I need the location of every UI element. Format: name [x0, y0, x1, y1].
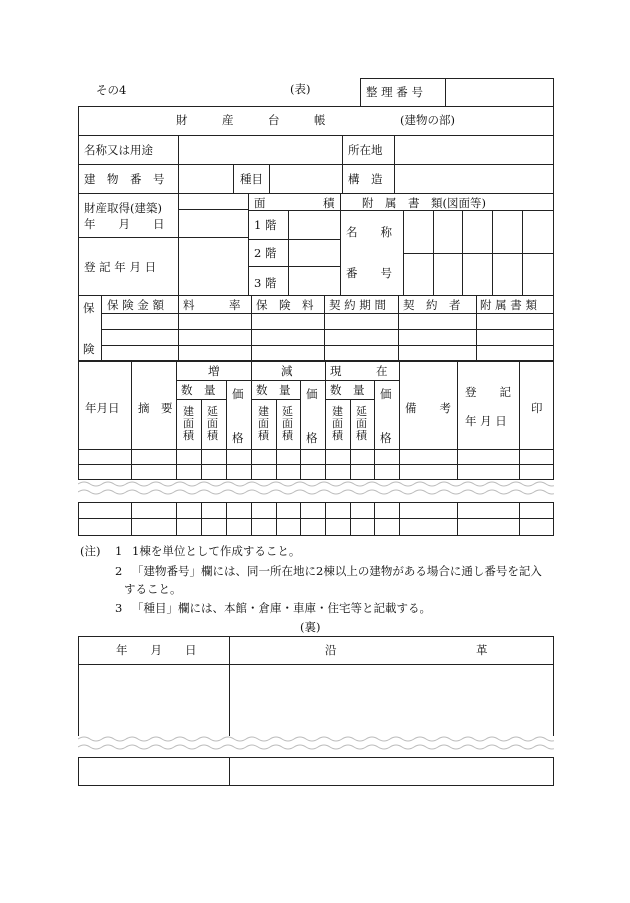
remarks-header: 備 考 — [405, 401, 451, 415]
table-rule — [201, 399, 202, 480]
structure-label: 構 造 — [348, 172, 383, 186]
table-rule — [78, 757, 554, 758]
table-rule — [457, 362, 458, 480]
decrease-header: 減 — [281, 364, 293, 378]
decrease-price-header-bottom: 格 — [306, 431, 318, 445]
table-rule — [131, 502, 132, 536]
table-rule — [251, 399, 300, 400]
table-rule — [226, 502, 227, 536]
registration-header-top: 登 記 — [465, 385, 511, 399]
decrease-price-header-top: 価 — [306, 387, 318, 401]
contract-period-header: 契 約 期 間 — [329, 298, 386, 312]
front-side-label: (表) — [290, 82, 311, 96]
table-rule — [300, 502, 301, 536]
decrease-building-area-header: 建面積 — [258, 405, 269, 442]
table-rule — [78, 664, 554, 665]
table-rule — [176, 380, 399, 381]
table-rule — [101, 295, 102, 361]
current-building-area-header: 建面積 — [332, 405, 343, 442]
floor-1-label: 1 階 — [254, 218, 277, 232]
note-2-text-line2: すること。 — [124, 582, 182, 596]
table-rule — [251, 502, 252, 536]
decrease-floor-area-header: 延面積 — [282, 405, 293, 442]
table-rule — [78, 164, 554, 165]
history-header-left: 沿 — [325, 643, 337, 657]
table-rule — [269, 164, 270, 194]
table-rule — [178, 209, 248, 210]
table-rule — [462, 210, 463, 296]
current-qty-header: 数 量 — [330, 383, 365, 397]
table-rule — [276, 502, 277, 536]
increase-header: 増 — [208, 364, 220, 378]
table-rule — [131, 362, 132, 480]
table-rule — [476, 295, 477, 361]
table-rule — [288, 210, 289, 296]
table-rule — [251, 295, 252, 361]
table-rule — [248, 239, 340, 240]
seiri-bango-label: 整 理 番 号 — [366, 85, 423, 99]
increase-price-header-top: 価 — [232, 387, 244, 401]
note-1-text: 1棟を単位として作成すること。 — [132, 544, 301, 558]
table-rule — [457, 502, 458, 536]
insurance-amount-header: 保 険 金 額 — [107, 298, 164, 312]
table-rule — [78, 636, 79, 736]
table-rule — [248, 210, 340, 211]
building-number-label: 建 物 番 号 — [84, 172, 165, 186]
current-header: 現 在 — [330, 364, 388, 378]
table-rule — [178, 295, 179, 361]
table-rule — [553, 757, 554, 786]
table-rule — [78, 757, 79, 786]
table-rule — [229, 636, 230, 736]
insurance-attachments-header: 附 属 書 類 — [480, 298, 537, 312]
table-rule — [229, 757, 230, 786]
table-rule — [360, 78, 554, 79]
table-rule — [78, 464, 554, 465]
table-rule — [445, 78, 446, 107]
table-rule — [300, 380, 301, 480]
table-rule — [399, 362, 400, 480]
table-rule — [78, 449, 554, 450]
decrease-qty-header: 数 量 — [256, 383, 291, 397]
table-rule — [233, 164, 234, 194]
name-use-label: 名称又は用途 — [84, 143, 153, 157]
back-table-break-wave — [78, 733, 554, 757]
history-date-header: 年 月 日 — [116, 643, 197, 657]
contractor-header: 契 約 者 — [403, 298, 461, 312]
increase-floor-area-header: 延面積 — [207, 405, 218, 442]
table-rule — [101, 345, 554, 346]
table-rule — [78, 106, 554, 107]
insurance-side-bottom: 険 — [83, 342, 95, 356]
increase-qty-header: 数 量 — [181, 383, 216, 397]
note-3-number: 3 — [115, 601, 123, 615]
table-rule — [78, 295, 554, 296]
table-rule — [403, 253, 554, 254]
history-header-right: 革 — [476, 643, 488, 657]
table-rule — [403, 210, 404, 296]
table-rule — [399, 502, 400, 536]
table-rule — [78, 535, 554, 536]
table-rule — [522, 210, 523, 296]
attachment-number-label: 番 号 — [346, 266, 392, 280]
note-2-text-line1: 「建物番号」欄には、同一所在地に2棟以上の建物がある場合に通し番号を記入 — [132, 564, 542, 578]
table-rule — [553, 502, 554, 536]
table-rule — [350, 399, 351, 480]
table-break-wave — [78, 478, 554, 502]
increase-price-header-bottom: 格 — [232, 431, 244, 445]
table-rule — [78, 106, 79, 480]
table-rule — [433, 210, 434, 296]
seal-header: 印 — [531, 401, 543, 415]
table-rule — [374, 502, 375, 536]
table-rule — [78, 360, 554, 362]
form-number: その4 — [96, 83, 127, 97]
table-rule — [350, 502, 351, 536]
location-label: 所在地 — [348, 143, 383, 157]
table-rule — [324, 295, 325, 361]
table-rule — [78, 785, 554, 786]
note-2-number: 2 — [115, 564, 123, 578]
table-rule — [226, 380, 227, 480]
date-header: 年月日 — [85, 401, 120, 415]
table-rule — [519, 502, 520, 536]
back-side-label: (裏) — [300, 620, 321, 634]
table-rule — [398, 295, 399, 361]
current-price-header-top: 価 — [380, 387, 392, 401]
notes-label: (注) — [80, 544, 101, 558]
table-rule — [78, 193, 554, 194]
table-rule — [553, 636, 554, 736]
increase-building-area-header: 建面積 — [183, 405, 194, 442]
current-price-header-bottom: 格 — [380, 431, 392, 445]
attachments-label: 附 属 書 類(図面等) — [362, 196, 486, 210]
table-rule — [101, 329, 554, 330]
acquisition-date-label: 年 月 日 — [84, 217, 165, 231]
table-rule — [78, 636, 554, 637]
acquisition-label: 財産取得(建築) — [84, 201, 162, 215]
table-rule — [276, 399, 277, 480]
current-floor-area-header: 延面積 — [356, 405, 367, 442]
table-rule — [176, 399, 226, 400]
table-rule — [201, 502, 202, 536]
table-rule — [340, 193, 341, 296]
table-rule — [248, 193, 249, 296]
floor-3-label: 3 階 — [254, 276, 277, 290]
registration-header-bottom: 年 月 日 — [465, 414, 507, 428]
kind-label: 種目 — [240, 172, 263, 186]
floor-2-label: 2 階 — [254, 246, 277, 260]
summary-header: 摘 要 — [138, 401, 173, 415]
table-rule — [176, 502, 177, 536]
note-1-number: 1 — [115, 544, 123, 558]
table-rule — [248, 266, 340, 267]
table-rule — [78, 237, 248, 238]
table-rule — [374, 380, 375, 480]
table-rule — [78, 502, 554, 503]
table-rule — [553, 78, 554, 480]
insurance-rate-header: 料 率 — [183, 298, 241, 312]
note-3-text: 「種目」欄には、本館・倉庫・車庫・住宅等と記載する。 — [132, 601, 431, 615]
attachment-name-label: 名 称 — [346, 225, 392, 239]
insurance-premium-header: 保 険 料 — [256, 298, 314, 312]
table-rule — [325, 502, 326, 536]
table-rule — [78, 502, 79, 536]
ledger-title: 財 産 台 帳 — [176, 113, 326, 127]
insurance-side-top: 保 — [83, 301, 95, 315]
table-rule — [519, 362, 520, 480]
registration-date-label: 登 記 年 月 日 — [84, 260, 157, 274]
table-rule — [492, 210, 493, 296]
table-rule — [78, 518, 554, 519]
table-rule — [360, 78, 361, 107]
table-rule — [325, 399, 374, 400]
table-rule — [101, 313, 554, 314]
ledger-subtitle: (建物の部) — [400, 113, 455, 127]
table-rule — [78, 135, 554, 136]
area-label: 面 積 — [254, 196, 335, 210]
